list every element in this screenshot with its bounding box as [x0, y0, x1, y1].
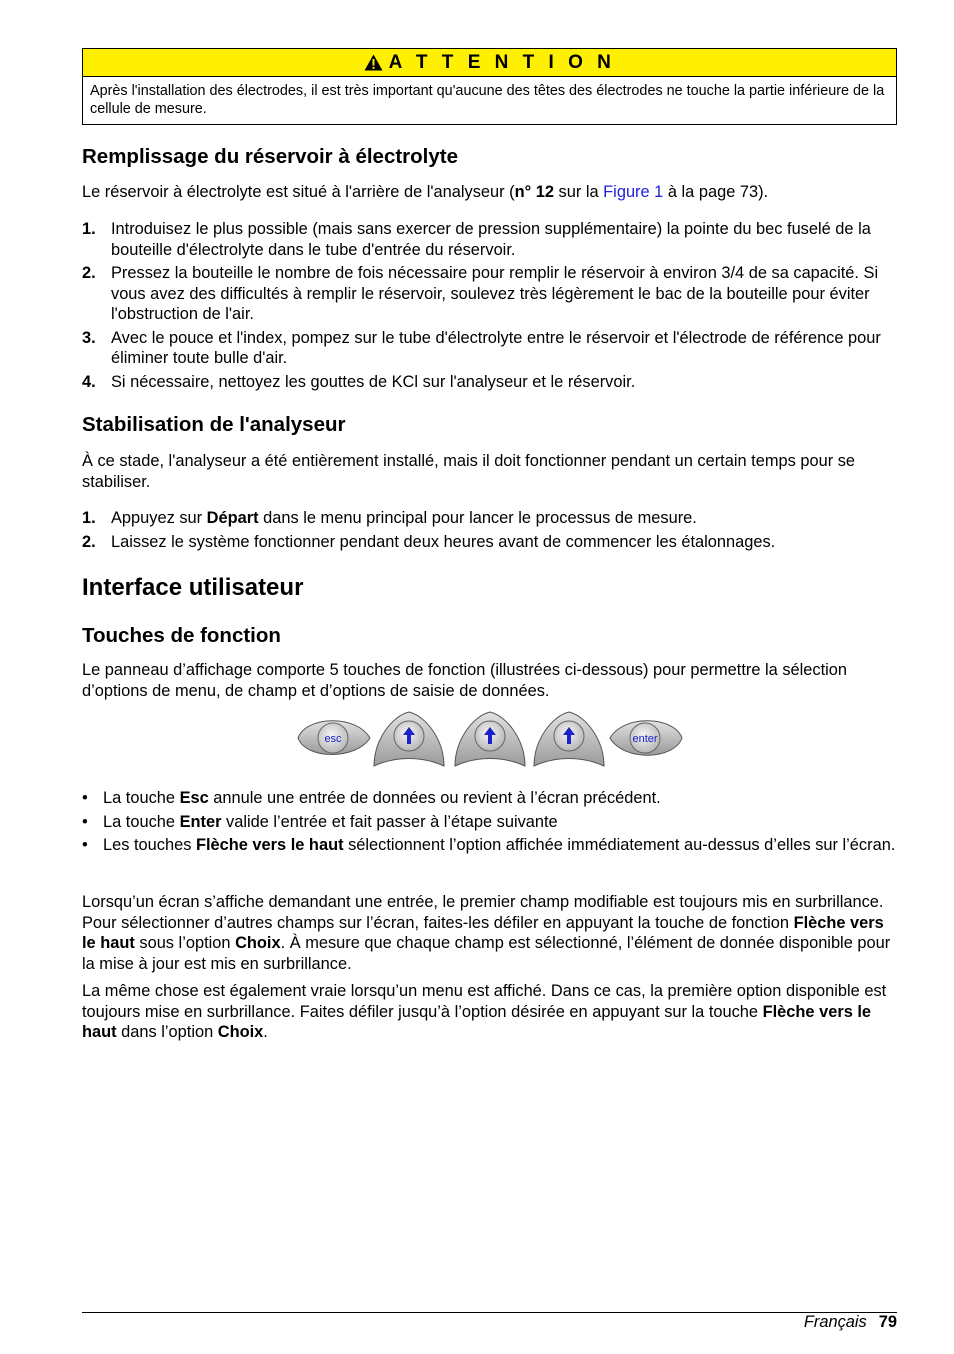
attention-box	[82, 48, 897, 125]
page-footer	[804, 1312, 897, 1332]
heading-remplissage: Remplissage du réservoir à électrolyte	[82, 145, 459, 168]
list-item: • La touche Enter valide l’entrée et fait passer à l’étape suivante	[82, 812, 558, 831]
heading-stabilisation: Stabilisation de l'analyseur	[82, 413, 346, 436]
touches-bullets	[82, 788, 897, 859]
attention-title: A T T E N T I O N	[388, 51, 616, 73]
attention-text: Après l'installation des électrodes, il est très important qu'aucune des têtes des électrodes ne touche la partie inférieure de la cellule de mesure.	[90, 83, 885, 117]
warning-triangle-icon	[364, 54, 383, 71]
touches-intro: Le panneau d’affichage comporte 5 touches de fonction (illustrées ci-dessous) pour permettre la sélection d’options de menu, de champ et d’options de saisie de données.	[82, 661, 848, 700]
list-item: 2. Pressez la bouteille le nombre de fois nécessaire pour remplir le réservoir à environ 3/4 de sa capacité. Si vous avez des difficultés à remplir le réservoir, soulevez très légèrement le bac de la bouteille pour éviter l'obstruction de l'air.	[82, 264, 879, 323]
list-item: 4. Si nécessaire, nettoyez les gouttes de KCl sur l'analyseur et le réservoir.	[82, 372, 636, 391]
footer-rule	[82, 1312, 897, 1313]
list-item: • Les touches Flèche vers le haut sélectionnent l’option affichée immédiatement au-dessus d’elles sur l’écran.	[82, 836, 896, 854]
touches-paragraph-1: Lorsqu’un écran s’affiche demandant une entrée, le premier champ modifiable est toujours mis en surbrillance. Pour sélectionner d’autres champs sur l’écran, faites-les défiler en appuyant la touche de fonction Flèche vers le haut sous l’option Choix. À mesure que chaque champ est sélectionné, l’élément de donnée disponible pour la mise à jour est mis en surbrillance.	[82, 893, 891, 973]
list-item: 3. Avec le pouce et l'index, pompez sur le tube d'électrolyte entre le réservoir et l'électrode de référence pour éliminer toute bulle d'air.	[82, 328, 881, 367]
enter-label: enter	[632, 733, 658, 745]
touches-paragraph-2: La même chose est également vraie lorsqu’un menu est affiché. Dans ce cas, la première option disponible est toujours mise en surbrillance. Faites défiler jusqu’à l’option désirée en appuyant sur la touche Flèche vers le haut dans l’option Choix.	[82, 982, 887, 1041]
esc-label: esc	[324, 733, 342, 745]
remplissage-steps	[82, 219, 897, 395]
list-item: • La touche Esc annule une entrée de données ou revient à l’écran précédent.	[82, 789, 661, 807]
attention-header	[83, 49, 896, 77]
heading-interface: Interface utilisateur	[82, 574, 304, 601]
page-number: 79	[878, 1313, 897, 1331]
figure-1-link[interactable]: Figure 1	[603, 183, 664, 201]
up-arrow-key	[534, 712, 604, 766]
list-item: 1. Introduisez le plus possible (mais sans exercer de pression supplémentaire) la pointe du bec fuselé de la bouteille d'électrolyte dans le tube d'entrée du réservoir.	[82, 220, 871, 259]
heading-touches: Touches de fonction	[82, 624, 281, 647]
esc-key	[298, 721, 370, 755]
list-item: 2. Laissez le système fonctionner pendant deux heures avant de commencer les étalonnages.	[82, 532, 776, 551]
up-arrow-key	[374, 712, 444, 766]
enter-key	[610, 721, 682, 756]
up-arrow-key	[455, 712, 525, 766]
stabilisation-steps	[82, 508, 897, 555]
stabilisation-intro: À ce stade, l'analyseur a été entièrement installé, mais il doit fonctionner pendant un certain temps pour se stabiliser.	[82, 452, 856, 491]
list-item: 1. Appuyez sur Départ dans le menu principal pour lancer le processus de mesure.	[82, 509, 697, 527]
remplissage-intro: Le réservoir à électrolyte est situé à l'arrière de l'analyseur (n° 12 sur la Figure 1 à la page 73).	[82, 183, 769, 201]
function-keys-illustration	[296, 710, 686, 770]
footer-language: Français	[803, 1313, 867, 1331]
